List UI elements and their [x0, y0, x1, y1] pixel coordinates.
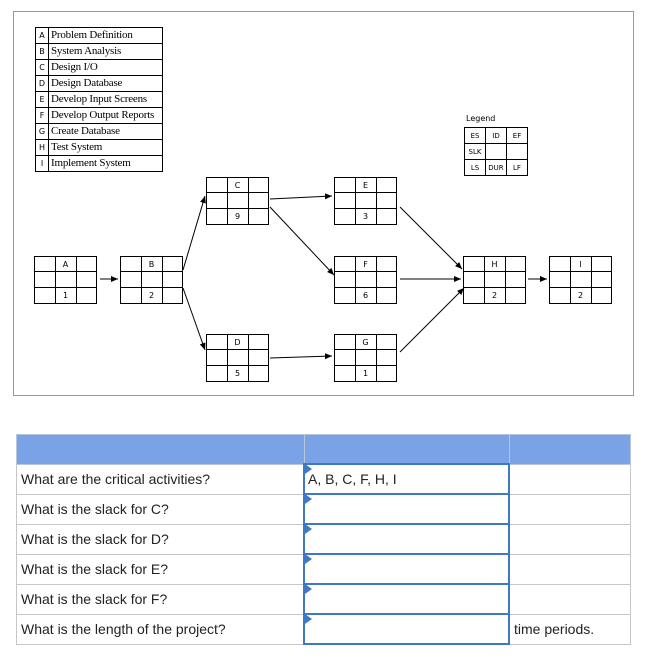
activity-row: C Design I/O — [36, 60, 163, 76]
node-i — [549, 256, 612, 304]
header-cell — [304, 435, 509, 465]
answer-suffix — [509, 584, 631, 614]
activity-row: G Create Database — [36, 124, 163, 140]
arrow-b-c — [183, 196, 205, 270]
node-label: A — [62, 260, 69, 270]
answer-value: A, B, C, F, H, I — [308, 471, 397, 487]
node-label: B — [148, 260, 155, 270]
node-label: I — [579, 260, 582, 270]
activity-row: F Develop Output Reports — [36, 108, 163, 124]
answer-suffix — [509, 524, 631, 554]
legend-cell: EF — [507, 128, 528, 144]
answer-field[interactable] — [304, 614, 509, 644]
activity-row: I Implement System — [36, 156, 163, 172]
node-b — [120, 256, 183, 304]
table-row — [17, 524, 631, 554]
arrow-g-h — [400, 288, 464, 352]
answer-field[interactable] — [304, 554, 509, 584]
dependency-arrows — [14, 12, 635, 397]
question-text: What is the slack for C? — [17, 494, 305, 524]
node-duration: 2 — [148, 290, 155, 300]
answer-field[interactable] — [304, 494, 509, 524]
node-duration: 9 — [234, 211, 241, 221]
node-duration: 1 — [62, 290, 69, 300]
node-label: H — [491, 260, 498, 270]
arrow-b-d — [183, 288, 205, 350]
flag-icon — [305, 494, 312, 504]
flag-icon — [305, 614, 312, 624]
arrow-e-h — [400, 207, 462, 269]
legend-cell: DUR — [486, 160, 507, 176]
question-text: What is the slack for F? — [17, 584, 305, 614]
activity-row: E Develop Input Screens — [36, 92, 163, 108]
node-d — [206, 334, 269, 382]
header-cell — [17, 435, 305, 465]
node-h — [463, 256, 526, 304]
node-label: C — [234, 181, 241, 191]
answer-suffix: time periods. — [509, 614, 631, 644]
table-header-row — [17, 435, 631, 465]
network-diagram — [13, 11, 634, 396]
answer-field[interactable] — [304, 464, 509, 494]
node-f — [334, 256, 397, 304]
answer-suffix — [509, 464, 631, 494]
answer-field[interactable] — [304, 524, 509, 554]
legend-cell: LS — [465, 160, 486, 176]
legend-cell: SLK — [465, 144, 486, 160]
table-row — [17, 584, 631, 614]
node-duration: 3 — [362, 211, 369, 221]
node-duration: 6 — [362, 290, 369, 300]
flag-icon — [305, 584, 312, 594]
node-a — [34, 256, 97, 304]
node-e — [334, 177, 397, 225]
arrow-c-e — [270, 196, 332, 199]
legend-cell: ES — [465, 128, 486, 144]
question-text: What is the length of the project? — [17, 614, 305, 644]
legend-title: Legend — [466, 114, 496, 123]
flag-icon — [305, 524, 312, 534]
table-row — [17, 554, 631, 584]
node-duration: 2 — [577, 290, 584, 300]
activity-row: H Test System — [36, 140, 163, 156]
node-label: D — [234, 338, 241, 348]
node-label: G — [362, 338, 369, 348]
question-text: What is the slack for D? — [17, 524, 305, 554]
question-table — [16, 434, 631, 645]
node-duration: 5 — [234, 368, 241, 378]
node-label: F — [363, 260, 368, 270]
table-row — [17, 494, 631, 524]
answer-field[interactable] — [304, 584, 509, 614]
node-label: E — [362, 181, 369, 191]
header-cell — [509, 435, 631, 465]
table-row — [17, 614, 631, 644]
table-row — [17, 464, 631, 494]
arrow-c-f — [270, 207, 334, 275]
legend-cell: LF — [507, 160, 528, 176]
activity-row: D Design Database — [36, 76, 163, 92]
node-duration: 2 — [491, 290, 498, 300]
flag-icon — [305, 464, 312, 474]
answer-suffix — [509, 554, 631, 584]
activity-row: B System Analysis — [36, 44, 163, 60]
answer-suffix — [509, 494, 631, 524]
activity-row: A Problem Definition — [36, 28, 163, 44]
arrow-d-g — [270, 356, 332, 358]
node-g — [334, 334, 397, 382]
question-text: What is the slack for E? — [17, 554, 305, 584]
node-duration: 1 — [362, 368, 369, 378]
flag-icon — [305, 554, 312, 564]
legend-cell: ID — [486, 128, 507, 144]
question-text: What are the critical activities? — [17, 464, 305, 494]
node-c — [206, 177, 269, 225]
